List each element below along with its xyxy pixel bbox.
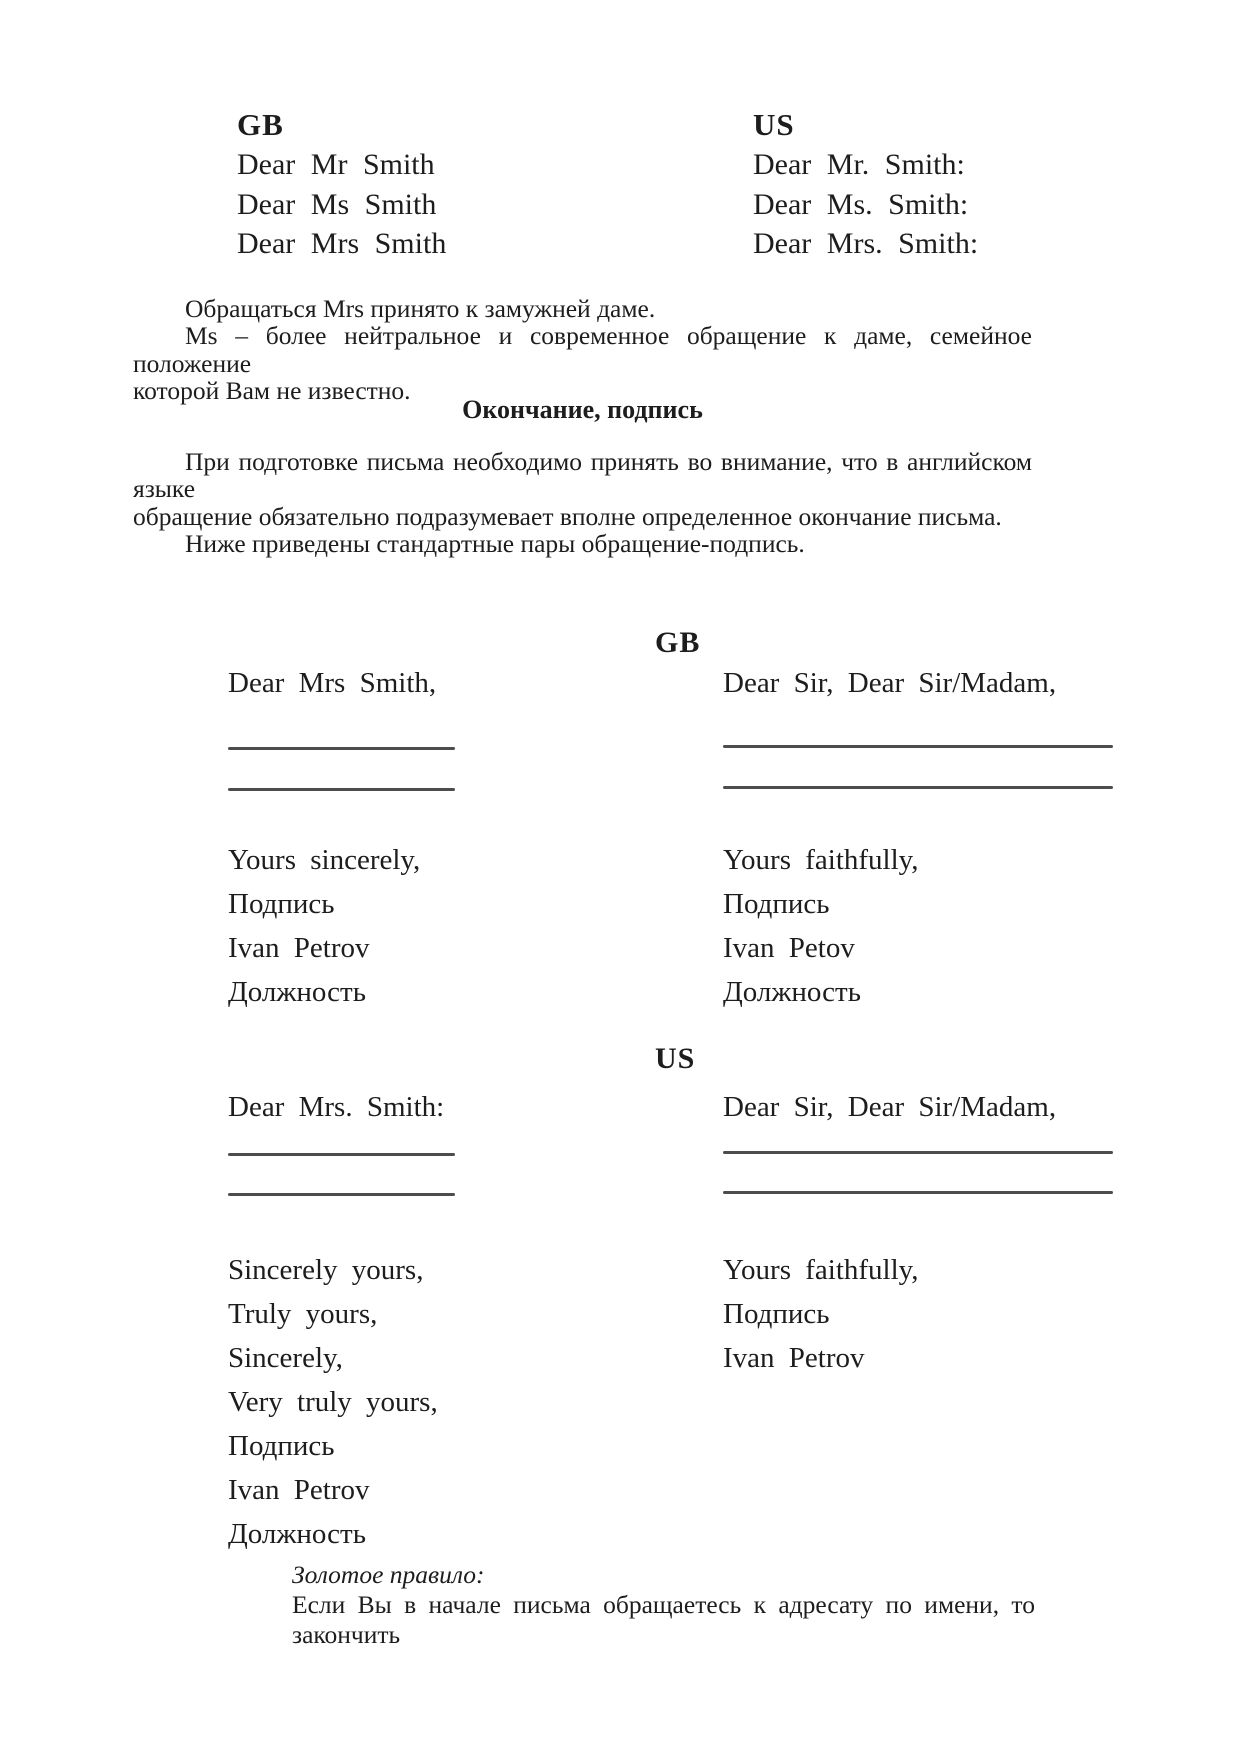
paragraph-line: обращение обязательно подразумевает вполне определенное окончание письма. — [133, 501, 1002, 531]
top-us-column — [753, 104, 978, 264]
top-gb-header: GB — [237, 107, 284, 142]
paragraph-line: Обращаться Mrs принято к замужней даме. — [185, 294, 656, 323]
us-salutation-row: Dear Mr. Smith: — [753, 148, 965, 181]
golden-rule-text: Если Вы в начале письма обращаетесь к адресату по имени, то закончить — [292, 1590, 1035, 1649]
closing-line: Подпись — [228, 888, 335, 920]
closing-line: Sincerely yours, — [228, 1254, 424, 1286]
closing-line: Подпись — [228, 1430, 335, 1462]
closing-line: Yours faithfully, — [723, 844, 919, 876]
closing-line: Ivan Petrov — [228, 932, 370, 964]
signature-blank-line — [723, 1191, 1113, 1194]
golden-rule-block — [292, 1560, 1035, 1650]
intro-paragraph — [133, 295, 1032, 405]
top-us-header: US — [753, 107, 795, 142]
signature-blank-line — [228, 747, 455, 750]
gb-left-closings — [228, 838, 420, 1014]
us-right-salutation: Dear Sir, Dear Sir/Madam, — [723, 1091, 1057, 1123]
gb-salutation-row: Dear Ms Smith — [237, 187, 437, 221]
top-gb-column — [237, 104, 446, 264]
signature-blank-line — [723, 786, 1113, 789]
us-salutation-row: Dear Ms. Smith: — [753, 187, 969, 221]
closing-line: Ivan Petrov — [228, 1474, 370, 1506]
gb-salutation-row: Dear Mrs Smith — [237, 227, 447, 260]
signature-blank-line — [723, 745, 1113, 748]
us-salutation-row: Dear Mrs. Smith: — [753, 227, 979, 260]
closing-line: Должность — [723, 976, 861, 1008]
closing-line: Yours faithfully, — [723, 1254, 919, 1286]
closing-line: Yours sincerely, — [228, 844, 421, 876]
gb-section-heading: GB — [655, 626, 701, 659]
paragraph-line: При подготовке письма необходимо принять во внимание, что в английском языке — [133, 447, 1032, 504]
closing-line: Должность — [228, 1518, 366, 1550]
paragraph-line: Ниже приведены стандартные пары обращение-подпись. — [185, 529, 805, 559]
us-left-salutation: Dear Mrs. Smith: — [228, 1091, 445, 1123]
closing-line: Ivan Petov — [723, 932, 855, 964]
paragraph-line: которой Вам не известно. — [133, 376, 411, 406]
closing-line: Подпись — [723, 888, 830, 920]
gb-right-closings — [723, 838, 919, 1014]
us-right-closings — [723, 1248, 919, 1380]
closing-line: Very truly yours, — [228, 1386, 438, 1418]
signature-blank-line — [228, 788, 455, 791]
closing-line: Truly yours, — [228, 1298, 378, 1330]
signature-blank-line — [723, 1151, 1113, 1154]
us-left-closings — [228, 1248, 438, 1556]
gb-right-salutation: Dear Sir, Dear Sir/Madam, — [723, 667, 1057, 699]
gb-salutation-row: Dear Mr Smith — [237, 148, 435, 181]
golden-rule-title: Золотое правило: — [292, 1560, 485, 1589]
gb-left-salutation: Dear Mrs Smith, — [228, 667, 437, 699]
closing-line: Должность — [228, 976, 366, 1008]
paragraph-line: Ms – более нейтральное и современное обращение к даме, семейное положение — [133, 321, 1032, 378]
signature-blank-line — [228, 1153, 455, 1156]
closing-line: Sincerely, — [228, 1342, 343, 1374]
section-heading: Окончание, подпись — [462, 395, 703, 424]
section-paragraph — [133, 448, 1032, 558]
closing-line: Ivan Petrov — [723, 1342, 865, 1374]
us-section-heading: US — [655, 1042, 696, 1075]
closing-line: Подпись — [723, 1298, 830, 1330]
signature-blank-line — [228, 1193, 455, 1196]
